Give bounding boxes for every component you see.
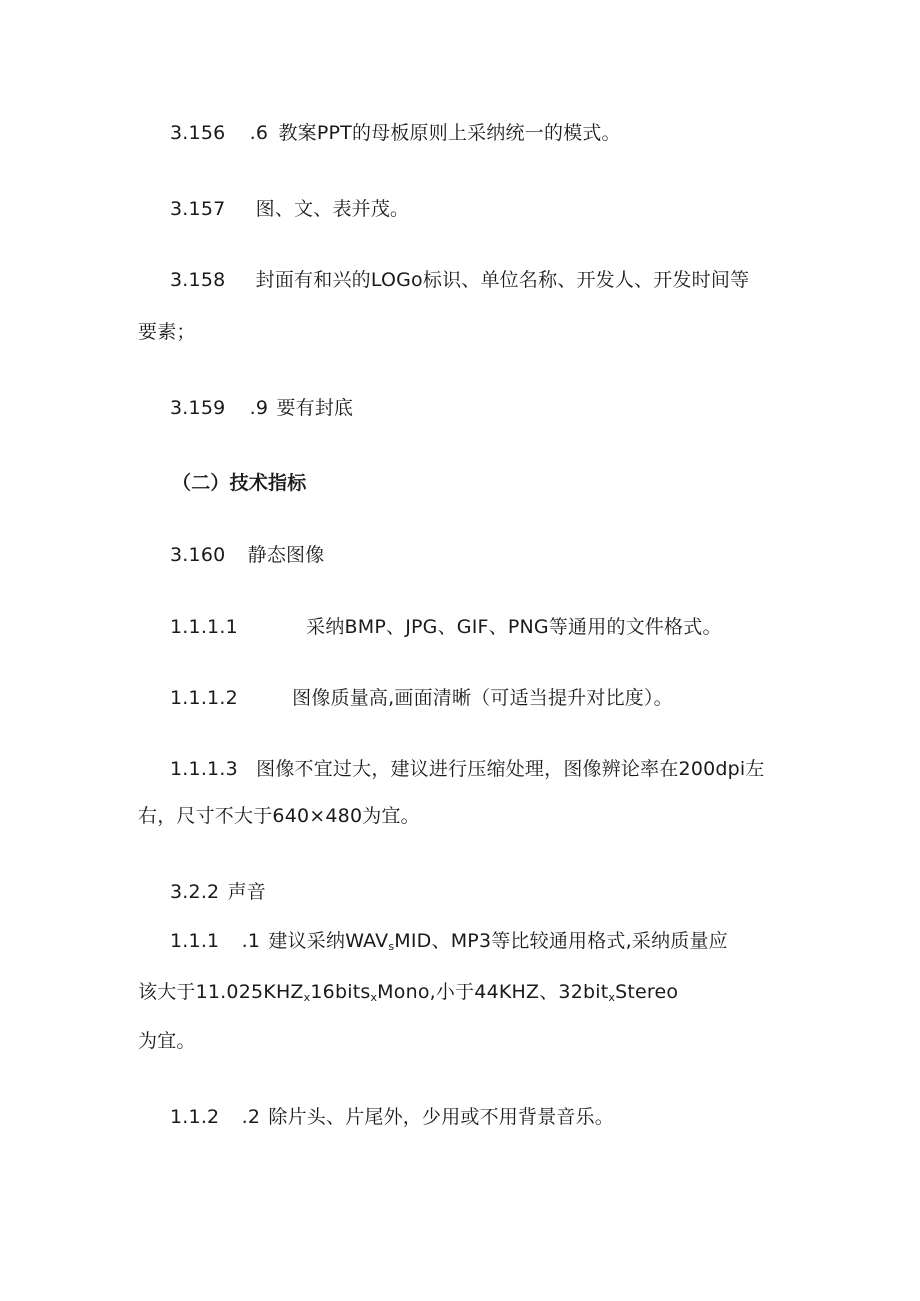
item-text: 除片头、片尾外，少用或不用背景音乐。 (268, 1106, 614, 1128)
item-number: 1.1.1.1 (170, 616, 238, 638)
item-number: 1.1.1.2 (170, 687, 238, 709)
list-item (170, 686, 673, 710)
item-number: 3.159 (170, 397, 226, 419)
item-number: 1.1.1 (170, 930, 220, 952)
list-item (170, 929, 728, 953)
list-item (170, 268, 749, 292)
item-continuation: 为宜。 (138, 1030, 196, 1052)
list-item (170, 121, 621, 145)
list-item (170, 543, 324, 567)
item-text: 要有封底 (276, 397, 354, 419)
item-subnumber: .2 (241, 1106, 261, 1128)
item-text: 图像质量高,画面清晰（可适当提升对比度）。 (292, 687, 673, 709)
section-heading: （二）技术指标 (172, 472, 307, 494)
list-item (170, 615, 722, 639)
list-item (170, 1105, 614, 1129)
item-subnumber: .1 (241, 930, 261, 952)
item-text: 采纳BMP、JPG、GIF、PNG等通用的文件格式。 (306, 616, 722, 638)
item-text: 静态图像 (247, 544, 325, 566)
item-text: 教案PPT的母板原则上采纳统一的模式。 (278, 122, 621, 144)
item-continuation: 右，尺寸不大于640×480为宜。 (138, 805, 420, 827)
list-item (170, 880, 266, 904)
item-number: 1.1.2 (170, 1106, 220, 1128)
item-number: 3.2.2 (170, 881, 220, 903)
item-number: 3.157 (170, 198, 226, 220)
item-subnumber: .9 (249, 397, 269, 419)
item-text: 图、文、表并茂。 (255, 198, 410, 220)
item-number: 3.160 (170, 544, 226, 566)
item-subnumber: .6 (249, 122, 269, 144)
list-item (170, 757, 765, 781)
item-continuation: 该大于$11.025KHZ_x16bits_xMono$,小于44KHZ、32bit$_x$Stereo (138, 981, 679, 1004)
item-number: 1.1.1.3 (170, 758, 238, 780)
item-number: 3.158 (170, 269, 226, 291)
item-text: 图像不宜过大，建议进行压缩处理，图像辨论率在200dpi左 (256, 758, 765, 780)
item-text: 建议采纳$WAV_sMID$、MP3等比较通用格式,采纳质量应 (268, 930, 728, 953)
item-text: 封面有和兴的LOGo标识、单位名称、开发人、开发时间等 (255, 269, 750, 291)
item-continuation: 要素； (138, 321, 196, 343)
item-number: 3.156 (170, 122, 226, 144)
item-text: 声音 (227, 881, 267, 903)
list-item (170, 197, 409, 221)
list-item (170, 396, 353, 420)
